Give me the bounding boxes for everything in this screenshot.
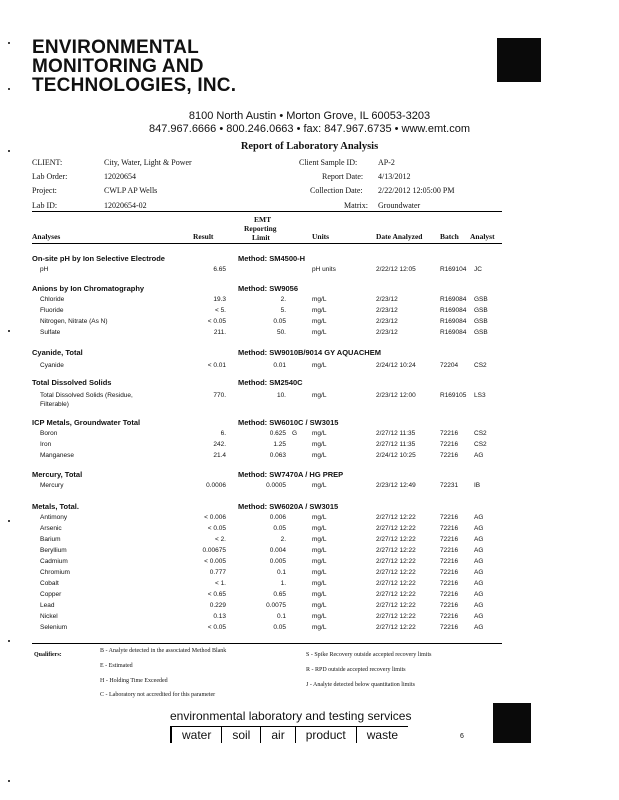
footer-logo-block [493,703,531,743]
unit-value: mg/L [312,580,327,587]
analyst-value: AG [474,536,484,543]
table-row [32,329,502,340]
batch-value: 72231 [440,482,459,489]
matrix-value: Groundwater [378,201,421,210]
result-value: < 0.006 [204,514,226,521]
unit-value: mg/L [312,452,327,459]
table-row [32,569,502,580]
result-value: 19.3 [213,296,226,303]
unit-value: mg/L [312,536,327,543]
col-batch: Batch [440,232,459,241]
analyst-value: AG [474,452,484,459]
result-value: < 0.05 [207,624,226,631]
limit-value: 5. [280,307,286,314]
limit-value: 10. [276,392,286,399]
date-value: 2/24/12 10:24 [376,362,416,369]
analyst-value: AG [474,514,484,521]
section-method: Method: SW9056 [238,284,299,293]
analyte-name: Cadmium [40,558,68,565]
project-value: CWLP AP Wells [104,186,158,195]
date-value: 2/27/12 12:22 [376,613,416,620]
qualifier-c: C - Laboratory not accredited for this parameter [100,692,216,698]
scan-speck [8,520,10,522]
unit-value: mg/L [312,569,327,576]
analyte-name: Arsenic [40,525,62,532]
result-value: 6.65 [213,266,226,273]
unit-value: mg/L [312,602,327,609]
limit-value: 0.005 [269,558,286,565]
scan-speck [8,150,10,152]
analyst-value: CS2 [474,441,487,448]
date-value: 2/27/12 11:35 [376,441,416,448]
analyte-name: Sulfate [40,329,61,336]
report-date-label: Report Date: [322,172,364,181]
section-title: Anions by Ion Chromatography [32,284,145,293]
table-row [32,266,502,277]
analyte-name: Chloride [40,296,65,303]
limit-value: 50. [276,329,286,336]
qualifiers-rule [32,643,502,644]
result-value: < 0.05 [207,318,226,325]
result-value: 0.229 [209,602,226,609]
result-value: 0.777 [209,569,226,576]
table-row [32,547,502,558]
date-value: 2/27/12 12:22 [376,591,416,598]
date-value: 2/27/12 12:22 [376,558,416,565]
column-header-rule [32,243,502,244]
unit-value: mg/L [312,482,327,489]
date-value: 2/27/12 12:22 [376,624,416,631]
batch-value: 72216 [440,547,459,554]
lab-order-label: Lab Order: [32,172,68,181]
analyte-name: Fluoride [40,307,64,314]
section-method: Method: SM4500-H [238,254,306,263]
table-row [32,296,502,307]
unit-value: mg/L [312,558,327,565]
qualifier-r: R - RPD outside accepted recovery limits [306,667,406,673]
batch-value: 72216 [440,525,459,532]
analyte-name: Copper [40,591,62,598]
limit-value: 2. [280,536,286,543]
analyst-value: GSB [474,296,488,303]
limit-value: 0.625 [269,430,286,437]
report-title: Report of Laboratory Analysis [240,141,379,152]
company-name-line-1: ENVIRONMENTAL [32,37,199,58]
scan-speck [8,88,10,90]
date-value: 2/27/12 12:22 [376,514,416,521]
footer-tagline: environmental laboratory and testing services [170,709,412,723]
table-row [32,558,502,569]
date-value: 2/27/12 12:22 [376,569,416,576]
result-value: < 0.65 [207,591,226,598]
batch-value: 72216 [440,536,459,543]
scan-speck [8,42,10,44]
analyst-value: AG [474,602,484,609]
analyte-name: Nickel [40,613,58,620]
scan-speck [8,780,10,782]
analyst-value: AG [474,569,484,576]
batch-value: 72216 [440,602,459,609]
col-analyses: Analyses [32,232,61,241]
date-value: 2/27/12 12:22 [376,536,416,543]
limit-value: 0.006 [269,514,286,521]
limit-value: 0.1 [276,569,286,576]
date-value: 2/24/12 10:25 [376,452,416,459]
footer-service-water: water [170,727,221,743]
limit-value: 1.25 [273,441,286,448]
lab-id-label: Lab ID: [32,201,58,210]
result-value: < 5. [214,307,226,314]
analyst-value: GSB [474,318,488,325]
analyst-value: GSB [474,329,488,336]
limit-value: 0.01 [273,362,286,369]
result-value: 211. [213,329,226,336]
section-method: Method: SW6010C / SW3015 [238,418,339,427]
analyte-name: Iron [40,441,52,448]
analyte-name-continued: Filterable) [40,401,69,408]
qualifiers-label: Qualifiers: [34,652,62,658]
analyte-name: Manganese [40,452,74,459]
analyst-value: AG [474,591,484,598]
date-value: 2/22/12 12:05 [376,266,416,273]
batch-value: 72216 [440,591,459,598]
table-row [32,318,502,329]
qualifier-value: G [292,430,298,437]
analyst-value: AG [474,624,484,631]
unit-value: mg/L [312,525,327,532]
batch-value: R169084 [440,318,467,325]
limit-value: 0.65 [273,591,286,598]
table-row [32,307,502,318]
batch-value: 72216 [440,580,459,587]
analyte-name: Cyanide [40,362,64,369]
section-metals-total [32,502,339,511]
date-value: 2/27/12 11:35 [376,430,416,437]
qualifier-e: E - Estimated [100,663,133,669]
analyte-name: Beryllium [40,547,67,554]
table-row [32,602,502,613]
analyst-value: AG [474,547,484,554]
analyte-name: Total Dissolved Solids (Residue, [40,392,133,399]
company-name-line-3: TECHNOLOGIES, INC. [32,75,237,96]
section-tds [32,378,303,387]
limit-value: 0.05 [273,525,286,532]
analyte-name: Cobalt [40,580,59,587]
unit-value: mg/L [312,430,327,437]
limit-value: 0.1 [276,613,286,620]
company-address: 8100 North Austin • Morton Grove, IL 60053-3203 [188,110,431,122]
col-result: Result [193,232,214,241]
analyte-name: Lead [40,602,55,609]
analyte-name: Antimony [40,514,68,521]
result-value: < 2. [214,536,226,543]
table-row [32,591,502,602]
limit-value: 0.05 [273,624,286,631]
analyst-value: AG [474,558,484,565]
lab-id-value: 12020654-02 [104,201,147,210]
unit-value: mg/L [312,307,327,314]
limit-value: 1. [280,580,286,587]
result-value: < 0.005 [204,558,226,565]
table-row [32,525,502,536]
batch-value: 72216 [440,569,459,576]
result-value: 242. [213,441,226,448]
footer-service-air: air [260,727,294,743]
footer-service-waste: waste [356,727,408,743]
section-icp-metals [32,418,339,427]
batch-value: 72216 [440,441,459,448]
qualifier-j: J - Analyte detected below quantitation limits [306,682,415,688]
analyst-value: IB [474,482,481,489]
footer-service-soil: soil [221,727,260,743]
unit-value: mg/L [312,362,327,369]
table-row [32,514,502,525]
section-title: Total Dissolved Solids [32,378,112,387]
unit-value: mg/L [312,591,327,598]
unit-value: mg/L [312,441,327,448]
analyte-name: Selenium [40,624,68,631]
date-value: 2/23/12 [376,296,398,303]
result-value: 0.00675 [202,547,226,554]
unit-value: mg/L [312,514,327,521]
batch-value: 72216 [440,430,459,437]
result-value: 21.4 [213,452,226,459]
analyst-value: JC [474,266,482,273]
analyst-value: LS3 [474,392,486,399]
project-label: Project: [32,186,57,195]
qualifier-s: S - Spike Recovery outside accepted recovery limits [306,652,432,658]
section-method: Method: SM2540C [238,378,303,387]
batch-value: 72216 [440,624,459,631]
batch-value: 72216 [440,558,459,565]
analyte-name: pH [40,266,49,273]
result-value: 6. [220,430,226,437]
limit-value: 0.063 [269,452,286,459]
table-row [32,536,502,547]
batch-value: R169084 [440,296,467,303]
batch-value: 72216 [440,452,459,459]
lab-order-value: 12020654 [104,172,136,181]
analyst-value: AG [474,613,484,620]
unit-value: mg/L [312,392,327,399]
limit-value: 2. [280,296,286,303]
analyte-name: Barium [40,536,61,543]
date-value: 2/23/12 [376,307,398,314]
qualifier-b: B - Analyte detected in the associated Method Blank [100,648,227,654]
company-name-line-2: MONITORING AND [32,56,204,77]
page-number: 6 [460,733,464,740]
section-method: Method: SW9010B/9014 GY AQUACHEM [238,348,381,357]
date-value: 2/23/12 12:00 [376,392,416,399]
analyst-value: CS2 [474,362,487,369]
batch-value: 72216 [440,514,459,521]
col-limit-line-3: Limit [252,233,270,242]
section-title: Cyanide, Total [32,348,83,357]
date-value: 2/23/12 12:49 [376,482,416,489]
analyte-name: Boron [40,430,58,437]
report-date-value: 4/13/2012 [378,172,411,181]
batch-value: 72216 [440,613,459,620]
collection-date-value: 2/22/2012 12:05:00 PM [378,186,455,195]
batch-value: R169105 [440,392,467,399]
batch-value: R169084 [440,307,467,314]
logo-block [497,38,541,82]
result-value: 770. [213,392,226,399]
col-units: Units [312,232,330,241]
section-title: On-site pH by Ion Selective Electrode [32,254,165,263]
section-title: ICP Metals, Groundwater Total [32,418,141,427]
sample-id-value: AP-2 [378,158,395,167]
section-ph [32,254,306,263]
analyst-value: AG [474,580,484,587]
date-value: 2/27/12 12:22 [376,602,416,609]
date-value: 2/27/12 12:22 [376,580,416,587]
unit-value: mg/L [312,329,327,336]
company-contact: 847.967.6666 • 800.246.0663 • fax: 847.967.6735 • www.emt.com [149,123,470,135]
limit-value: 0.0005 [266,482,286,489]
table-row [32,441,502,452]
unit-value: mg/L [312,624,327,631]
section-mercury [32,470,344,479]
analyte-name: Mercury [40,482,64,489]
result-value: < 0.05 [207,525,226,532]
section-method: Method: SW6020A / SW3015 [238,502,339,511]
col-limit-line-1: EMT [254,215,272,224]
batch-value: R169104 [440,266,467,273]
date-value: 2/23/12 [376,318,398,325]
analyte-name: Chromium [40,569,70,576]
col-analyst: Analyst [470,232,495,241]
date-value: 2/27/12 12:22 [376,547,416,554]
unit-value: mg/L [312,613,327,620]
result-value: 0.13 [213,613,226,620]
scan-speck [8,640,10,642]
qualifier-h: H - Holding Time Exceeded [100,678,168,684]
limit-value: 0.004 [269,547,286,554]
result-value: 0.0006 [206,482,226,489]
analyst-value: CS2 [474,430,487,437]
limit-value: 0.0075 [266,602,286,609]
table-row [32,392,502,412]
client-label: CLIENT: [32,158,63,167]
date-value: 2/27/12 12:22 [376,525,416,532]
table-row [32,580,502,591]
section-title: Mercury, Total [32,470,83,479]
analyte-name: Nitrogen, Nitrate (As N) [40,318,108,325]
footer-service-product: product [295,727,356,743]
result-value: < 0.01 [207,362,226,369]
matrix-label: Matrix: [344,201,368,210]
result-value: < 1. [214,580,226,587]
analyst-value: AG [474,525,484,532]
analyst-value: GSB [474,307,488,314]
unit-value: pH units [312,266,336,273]
table-row [32,482,502,493]
header-rule [32,211,502,212]
collection-date-label: Collection Date: [310,186,363,195]
client-value: City, Water, Light & Power [104,158,192,167]
unit-value: mg/L [312,296,327,303]
batch-value: R169084 [440,329,467,336]
scan-speck [8,330,10,332]
footer-service-bar [170,726,408,743]
table-row [32,362,502,373]
table-row [32,613,502,624]
table-row [32,624,502,635]
section-cyanide [32,348,381,357]
unit-value: mg/L [312,547,327,554]
limit-value: 0.05 [273,318,286,325]
unit-value: mg/L [312,318,327,325]
batch-value: 72204 [440,362,459,369]
table-row [32,430,502,441]
col-limit-line-2: Reporting [244,224,277,233]
date-value: 2/23/12 [376,329,398,336]
section-anions [32,284,299,293]
section-title: Metals, Total. [32,502,79,511]
section-method: Method: SW7470A / HG PREP [238,470,344,479]
table-row [32,452,502,463]
col-date: Date Analyzed [376,232,423,241]
sample-id-label: Client Sample ID: [299,158,358,167]
